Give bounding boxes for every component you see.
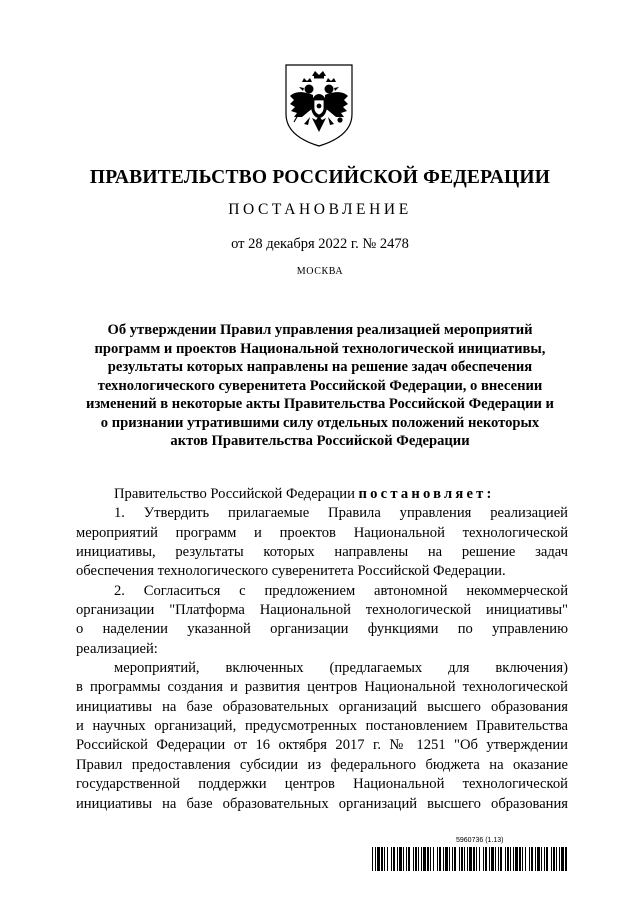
body-line: организации "Платформа Национальной технологической инициативы": [76, 602, 568, 619]
body-line: мероприятий программ и проектов Национальной технологической: [76, 524, 568, 541]
body-line: и научных организаций, предусмотренных постановлением Правительства: [76, 718, 568, 735]
document-subject-title: Об утверждении Правил управления реализацией мероприятий программ и проектов Национальной технологической инициативы, результаты которых направлены на решение задач обеспечения технологического суверенитета Российской Федерации, о внесении изменений в некоторые акты Правительства Российской Федерации и о признании утратившими силу отдельных положений некоторых актов Правительства Российской Федерации: [86, 322, 554, 449]
document-body: [76, 485, 568, 814]
body-intro-line: [76, 485, 568, 504]
body-line: 1. Утвердить прилагаемые Правила управления реализацией: [114, 505, 568, 522]
government-name-heading: ПРАВИТЕЛЬСТВО РОССИЙСКОЙ ФЕДЕРАЦИИ: [89, 167, 551, 188]
body-line: инициативы на базе образовательных организаций высшего образования: [76, 795, 568, 812]
barcode-icon: [372, 847, 568, 871]
document-city: МОСКВА: [296, 266, 344, 277]
body-line: Правил предоставления субсидии из федерального бюджета на оказание: [76, 756, 568, 773]
body-line: инициативы на базе образовательных организаций высшего образования: [76, 698, 568, 715]
body-line: о наделении указанной организации функциями по управлению: [76, 621, 568, 638]
coat-of-arms-icon: [282, 62, 356, 148]
barcode-number: 5960736 (1.13): [456, 837, 504, 844]
document-date-number: от 28 декабря 2022 г. № 2478: [231, 236, 409, 252]
intro-text: Правительство Российской Федерации: [114, 486, 359, 502]
body-line: в программы создания и развития центров Национальной технологической: [76, 679, 568, 696]
body-line: Российской Федерации от 16 октября 2017 г. № 1251 "Об утверждении: [76, 737, 568, 754]
body-line: 2. Согласиться с предложением автономной некоммерческой: [114, 582, 568, 599]
document-type-heading: ПОСТАНОВЛЕНИЕ: [228, 201, 412, 218]
body-line: реализацией:: [76, 640, 158, 657]
body-line: обеспечения технологического суверенитета Российской Федерации.: [76, 563, 506, 580]
body-line: государственной поддержки центров Национальной технологической: [76, 776, 568, 793]
body-line: мероприятий, включенных (предлагаемых для включения): [114, 660, 568, 677]
intro-emphasis: постановляет:: [358, 486, 495, 502]
body-line: инициативы, результаты которых направлены на решение задач: [76, 544, 568, 561]
